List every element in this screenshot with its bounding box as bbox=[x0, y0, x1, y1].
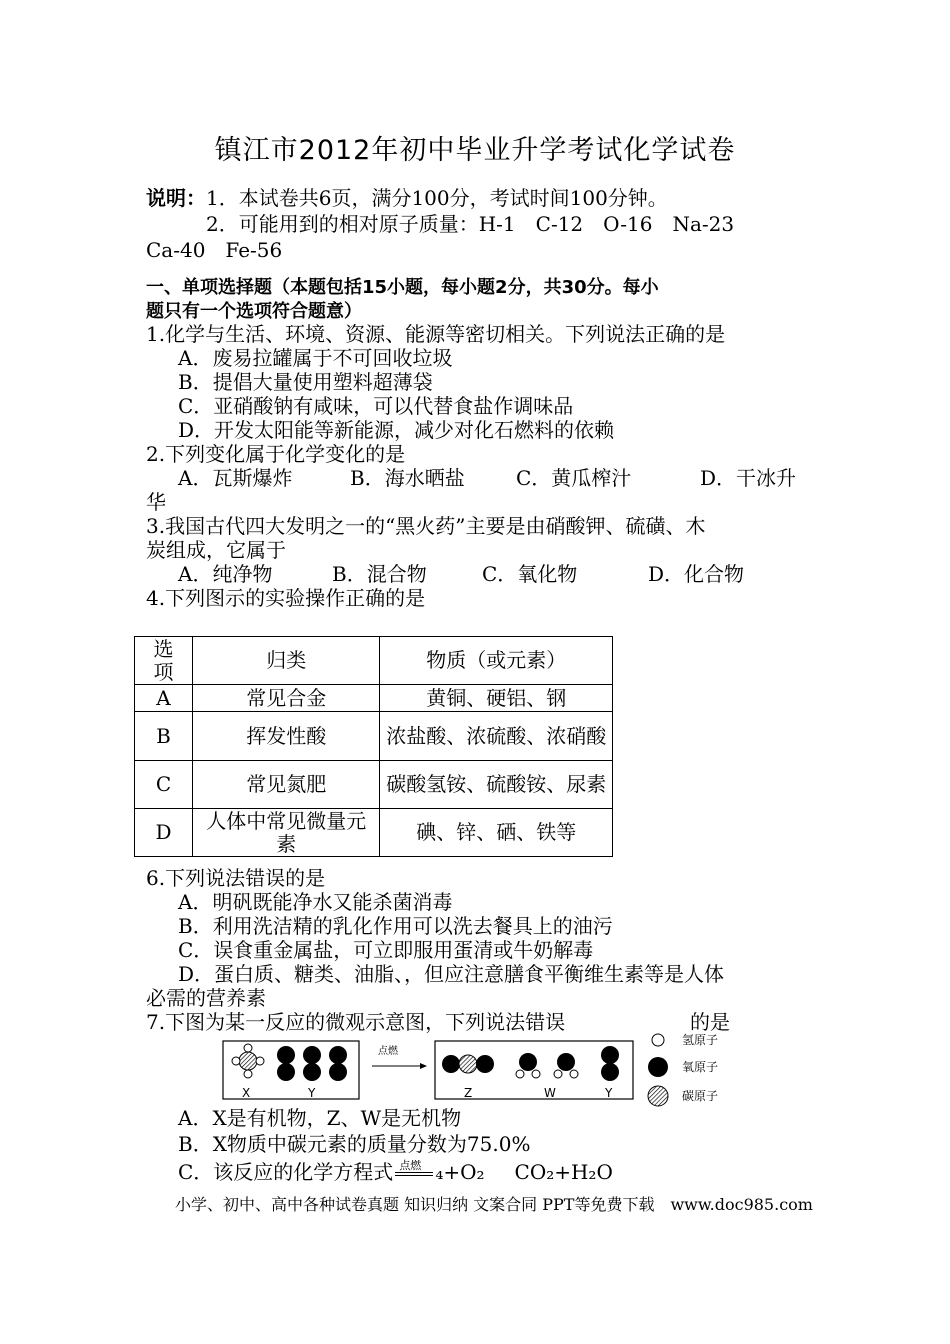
q4-stem: 4.下列图示的实验操作正确的是 bbox=[146, 586, 426, 610]
q2-option-c: C．黄瓜榨汁 bbox=[516, 466, 632, 490]
carbon-atom bbox=[459, 1055, 477, 1073]
table-cell: A bbox=[135, 685, 193, 712]
q3-option-a: A．纯净物 bbox=[178, 562, 273, 586]
q2-stem: 2.下列变化属于化学变化的是 bbox=[146, 442, 406, 466]
table-cell: B bbox=[135, 712, 193, 761]
label-x: X bbox=[242, 1086, 251, 1100]
table-cell: 常见合金 bbox=[192, 685, 380, 712]
q7-option-a: A．X是有机物，Z、W是无机物 bbox=[178, 1106, 462, 1130]
legend-oxygen: 氧原子 bbox=[682, 1060, 719, 1074]
q7-option-c-reactants: ₄+O₂ bbox=[435, 1160, 485, 1184]
table-cell: 黄铜、硬铝、钢 bbox=[380, 685, 613, 712]
oxygen-atom bbox=[303, 1063, 321, 1081]
q1-option-a: A．废易拉罐属于不可回收垃圾 bbox=[178, 346, 453, 370]
q3-stem-2: 炭组成，它属于 bbox=[146, 538, 286, 562]
hydrogen-atom bbox=[232, 1057, 240, 1065]
q1-option-c: C．亚硝酸钠有咸味，可以代替食盐作调味品 bbox=[178, 394, 574, 418]
notes-line1 bbox=[146, 186, 668, 210]
table-header-cell: 归类 bbox=[192, 637, 380, 685]
q2-option-b: B．海水晒盐 bbox=[350, 466, 465, 490]
q7-option-c-prefix: C．该反应的化学方程式 bbox=[178, 1160, 394, 1184]
section-heading-1: 一、单项选择题（本题包括15小题，每小题2分，共30分。每小 bbox=[146, 277, 659, 298]
q3-option-d: D．化合物 bbox=[648, 562, 745, 586]
water-molecule bbox=[516, 1053, 540, 1078]
table-row bbox=[135, 712, 613, 761]
oxygen-atom bbox=[329, 1063, 347, 1081]
arrow-condition: 点燃 bbox=[378, 1046, 398, 1057]
oxygen-atom bbox=[557, 1053, 575, 1071]
water-molecule bbox=[554, 1053, 578, 1078]
oxygen-atom bbox=[277, 1063, 295, 1081]
page-title: 镇江市2012年初中毕业升学考试化学试卷 bbox=[214, 135, 736, 166]
q6-continuation: 必需的营养素 bbox=[146, 986, 266, 1010]
q6-option-c: C．误食重金属盐，可立即服用蛋清或牛奶解毒 bbox=[178, 938, 594, 962]
q7-stem-end: 的是 bbox=[690, 1010, 730, 1034]
table-cell: C bbox=[135, 761, 193, 809]
hydrogen-atom bbox=[516, 1070, 524, 1078]
table-cell: 碳酸氢铵、硫酸铵、尿素 bbox=[380, 761, 613, 809]
hydrogen-atom bbox=[532, 1070, 540, 1078]
q7-option-b: B．X物质中碳元素的质量分数为75.0% bbox=[178, 1132, 531, 1156]
notes-line2: 2．可能用到的相对原子质量：H-1 C-12 O-16 Na-23 bbox=[206, 212, 735, 236]
table-cell: 挥发性酸 bbox=[192, 712, 380, 761]
reaction-condition bbox=[393, 1160, 435, 1184]
q2-option-a: A．瓦斯爆炸 bbox=[178, 466, 293, 490]
oxygen-atom bbox=[277, 1046, 295, 1064]
notes-label: 说明： bbox=[146, 186, 206, 210]
q6-option-b: B．利用洗洁精的乳化作用可以洗去餐具上的油污 bbox=[178, 914, 613, 938]
q7-option-c-products: CO₂+H₂O bbox=[514, 1160, 613, 1184]
legend-carbon: 碳原子 bbox=[682, 1089, 719, 1103]
oxygen-atom bbox=[476, 1055, 494, 1073]
table-row bbox=[135, 685, 613, 712]
page-footer: 小学、初中、高中各种试卷真题 知识归纳 文案合同 PPT等免费下载 www.doc985.com bbox=[175, 1195, 813, 1214]
carbon-atom bbox=[239, 1052, 257, 1070]
q7-option-c bbox=[178, 1160, 613, 1184]
oxygen-atom bbox=[601, 1046, 619, 1064]
hydrogen-atom bbox=[256, 1057, 264, 1065]
equals-line-bottom bbox=[395, 1175, 433, 1176]
label-w: W bbox=[544, 1086, 556, 1100]
oxygen-atom bbox=[303, 1046, 321, 1064]
q3-option-c: C．氧化物 bbox=[482, 562, 578, 586]
q7-stem: 7.下图为某一反应的微观示意图，下列说法错误 bbox=[146, 1010, 566, 1034]
label-z: Z bbox=[464, 1086, 473, 1100]
q3-stem-1: 3.我国古代四大发明之一的“黑火药”主要是由硝酸钾、硫磺、木 bbox=[146, 514, 706, 538]
q2-option-d: D．干冰升 bbox=[700, 466, 797, 490]
oxygen-molecules bbox=[277, 1046, 347, 1081]
table-header-cell: 选项 bbox=[135, 637, 193, 685]
reaction-condition-label: 点燃 bbox=[399, 1159, 422, 1172]
label-y2: Y bbox=[605, 1086, 613, 1100]
q1-stem: 1.化学与生活、环境、资源、能源等密切相关。下列说法正确的是 bbox=[146, 322, 726, 346]
table-cell: 浓盐酸、浓硫酸、浓硝酸 bbox=[380, 712, 613, 761]
arrow-head bbox=[420, 1063, 427, 1069]
co2-molecule bbox=[442, 1055, 494, 1073]
table-cell: 人体中常见微量元素 bbox=[192, 809, 380, 857]
q6-option-a: A．明矾既能净水又能杀菌消毒 bbox=[178, 890, 453, 914]
atom-legend bbox=[642, 1024, 752, 1110]
table-cell: D bbox=[135, 809, 193, 857]
oxygen-atom bbox=[442, 1055, 460, 1073]
hydrogen-atom bbox=[554, 1070, 562, 1078]
legend-hydrogen: 氢原子 bbox=[682, 1033, 719, 1047]
classification-table bbox=[134, 636, 613, 857]
table-row bbox=[135, 809, 613, 857]
notes-text-1: 1．本试卷共6页，满分100分，考试时间100分钟。 bbox=[206, 186, 668, 210]
q3-option-b: B．混合物 bbox=[332, 562, 427, 586]
table-cell: 碘、锌、硒、铁等 bbox=[380, 809, 613, 857]
q2-continuation: 华 bbox=[146, 490, 166, 514]
q1-option-d: D．开发太阳能等新能源，减少对化石燃料的依赖 bbox=[178, 418, 615, 442]
q6-option-d: D．蛋白质、糖类、油脂、，但应注意膳食平衡维生素等是人体 bbox=[178, 962, 725, 986]
oxygen-atom bbox=[519, 1053, 537, 1071]
section-heading-2: 题只有一个选项符合题意） bbox=[146, 301, 362, 322]
hydrogen-atom bbox=[244, 1070, 252, 1078]
oxygen-legend-icon bbox=[648, 1057, 668, 1077]
label-y: Y bbox=[308, 1086, 316, 1100]
table-row bbox=[135, 761, 613, 809]
notes-line3: Ca-40 Fe-56 bbox=[146, 238, 283, 262]
hydrogen-atom bbox=[244, 1044, 252, 1052]
methane-molecule bbox=[232, 1044, 264, 1078]
hydrogen-legend-icon bbox=[652, 1034, 664, 1046]
hydrogen-atom bbox=[570, 1070, 578, 1078]
oxygen-atom bbox=[329, 1046, 347, 1064]
equals-line-top bbox=[395, 1172, 433, 1173]
oxygen-atom bbox=[601, 1063, 619, 1081]
carbon-legend-icon bbox=[648, 1086, 668, 1106]
q1-option-b: B．提倡大量使用塑料超薄袋 bbox=[178, 370, 433, 394]
table-header-cell: 物质（或元素） bbox=[380, 637, 613, 685]
table-header-row bbox=[135, 637, 613, 685]
q6-stem: 6.下列说法错误的是 bbox=[146, 866, 326, 890]
table-cell: 常见氮肥 bbox=[192, 761, 380, 809]
oxygen-molecule bbox=[601, 1046, 619, 1081]
